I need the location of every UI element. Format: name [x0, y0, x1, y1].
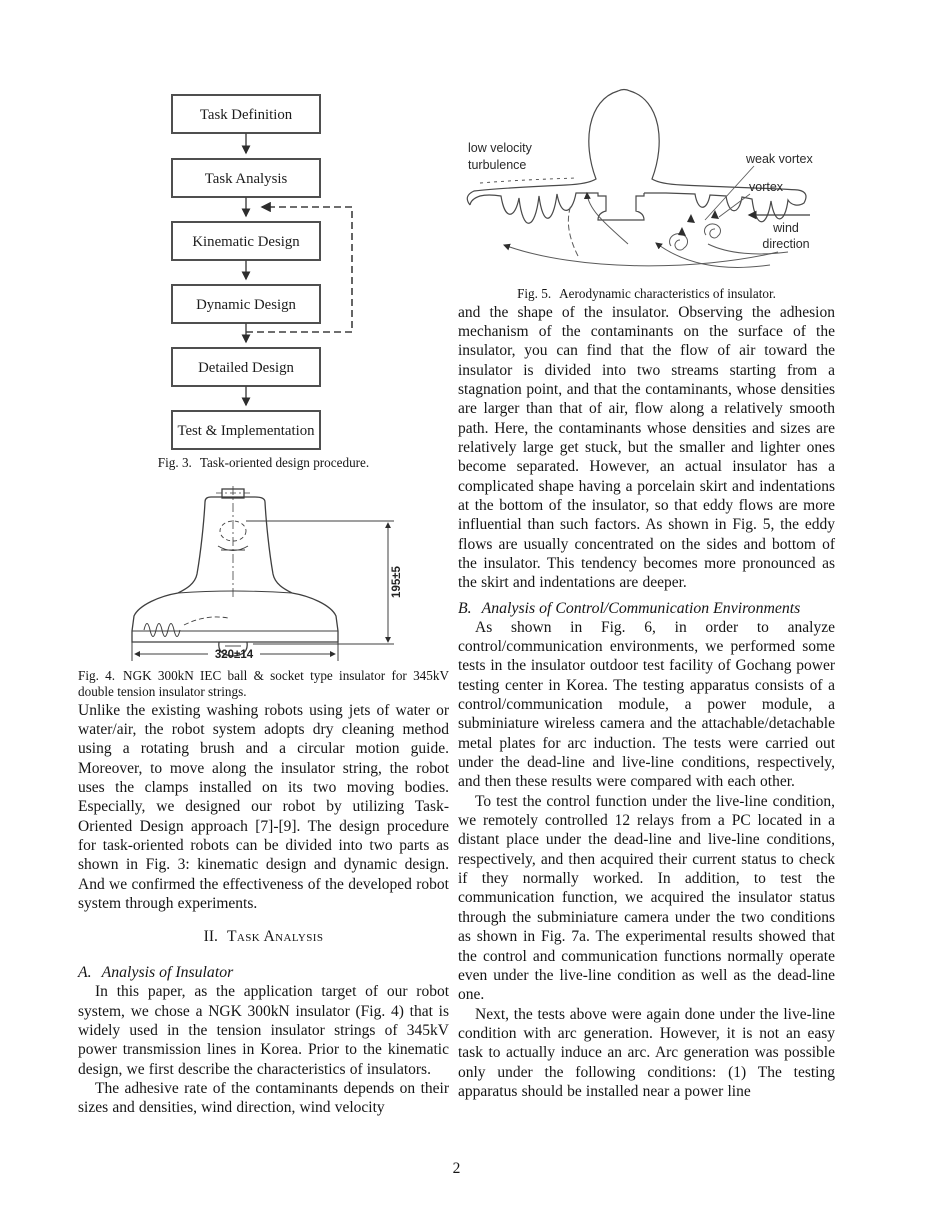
figure-3-flowchart [78, 93, 449, 450]
subsection-a-title: Analysis of Insulator [101, 964, 234, 982]
vortex-arrow [711, 210, 719, 219]
right-column [458, 0, 835, 1101]
left-column [78, 0, 449, 1118]
body-paragraph: Unlike the existing washing robots using jets of water or water/air, the robot system adopts dry cleaning method using a rotating brush and a circular motion guide. Moreover, to move along the insulator string, the robot uses the clamps installed on its two moving bodies. Especially, we designed our robot by utilizing Task-Oriented Design approach [7]-[9]. The design procedure for task-oriented robots can be divided into two parts as shown in Fig. 3: kinematic design and dynamic design. And we confirmed the effectiveness of the developed robot system through experiments. [78, 701, 449, 912]
subsection-b-title: Analysis of Control/Communication Environments [481, 599, 801, 617]
vortex-arrow [678, 227, 686, 236]
subsection-heading-b [458, 599, 835, 618]
figure-4-insulator-drawing [78, 486, 449, 664]
weak-vortex-pointer [705, 166, 754, 220]
streamline-left-dash [568, 205, 578, 256]
corrugation-dash [184, 616, 228, 624]
vortex-spiral-left [670, 234, 688, 250]
figure-5-aerodynamics-drawing [458, 84, 835, 280]
fig5-label-direction: direction [762, 237, 810, 251]
fig5-caption [458, 286, 835, 303]
section-numeral: II. [203, 928, 218, 946]
flow-box-label: Detailed Design [198, 360, 294, 376]
body-paragraph: Next, the tests above were again done under the live-line condition with arc generation. However, it is not an easy task to actually induce an arc. Arc generation was possible only under the following conditions: (1) The testing apparatus should be installed near a power line [458, 1005, 835, 1100]
body-paragraph: The adhesive rate of the contaminants depends on their sizes and densities, wind direction, wind velocity [78, 1080, 449, 1117]
vortex-arrowheads [678, 210, 719, 236]
fig5-label-turbulence: turbulence [468, 158, 527, 172]
fig5-caption-number: Fig. 5. [517, 286, 552, 301]
body-paragraph: As shown in Fig. 6, in order to analyze control/communication environments, we performed some tests in the insulator outdoor test facility of Gochang power testing center in Korea. The testing apparatus consists of a control/communication module, a power module, a subminiature wireless camera and the attachable/detachable metal plates for arc induction. The tests were carried out under the dead-line and live-line conditions, respectively, and then these results were compared with each other. [458, 618, 835, 791]
subsection-heading-a [78, 963, 449, 982]
body-paragraph: To test the control function under the live-line condition, we remotely controlled 12 relays from a PC located in a distant place under the dead-line and live-line conditions, respectively, and then acquired their current status to check if they normally worked. In addition, to test the communication function, we acquired the insulator status through the subminiature camera under the two conditions as shown in Fig. 7a. The experimental results showed that the control and communication functions normally operate even under the live-line condition as well as the dead-line one. [458, 792, 835, 1004]
skirt-top-edge [178, 591, 292, 593]
fig5-label-wind: wind [773, 221, 799, 235]
flow-box-label: Dynamic Design [196, 297, 296, 313]
page-number: 2 [452, 1160, 461, 1177]
section-title: Task Analysis [226, 928, 324, 946]
corrugation-squiggle [144, 623, 180, 636]
fig4-caption-text: NGK 300kN IEC ball & socket type insulator for 345kV double tension insulator strings. [78, 667, 449, 699]
vortex-arrow [687, 214, 695, 223]
body-paragraph: and the shape of the insulator. Observing the adhesion mechanism of the contaminants on the surface of the insulator, you can find that the flow of air toward the insulator is divided into two streams starting from a stagnation point, and that the contaminants, whose densities are larger than that of air, flow along a relatively smooth path. Here, the contaminants whose densities and sizes are relatively large get stuck, but the smaller and lighter ones become separated. However, an actual insulator has a complicated shape having a porcelain skirt and indentations at the bottom of the insulator, so that eddy flows are more influential than such factors. As shown in Fig. 5, the eddy flows are usually concentrated on the sides and bottom of the insulator. This tendency becomes more pronounced as the skirt and indentations are deeper. [458, 303, 835, 592]
dimension-label-height: 195±5 [391, 565, 403, 598]
flow-lines [504, 193, 788, 267]
flow-box-label: Task Definition [199, 107, 293, 123]
subsection-a-label: A. [78, 964, 92, 982]
dimension-lines [132, 521, 394, 661]
vortex-spiral-right [704, 224, 720, 238]
streamline-bottom [504, 245, 778, 266]
arm-top-dashes [480, 178, 576, 183]
section-heading [78, 927, 449, 946]
fig5-label-weak-vortex: weak vortex [746, 152, 813, 166]
fig5-caption-text: Aerodynamic characteristics of insulator. [559, 286, 776, 301]
insulator-outline [132, 486, 338, 656]
fig4-caption-number: Fig. 4. [78, 667, 116, 683]
cap-right [265, 502, 292, 593]
silhouette-left [470, 193, 644, 223]
fig3-caption-number: Fig. 3. [157, 455, 192, 470]
pointer-lines [705, 166, 754, 220]
fig3-caption [78, 455, 449, 472]
fig5-label-low-velocity: low velocity [468, 141, 532, 155]
fig4-caption [78, 668, 449, 701]
flow-box-label: Task Analysis [204, 171, 288, 187]
cap-left [178, 502, 205, 593]
body-paragraph: In this paper, as the application target of our robot system, we chose a NGK 300kN insulator (Fig. 4) that is widely used in the tension insulator strings of 345kV power transmission lines in Korea. Prior to the kinematic design, we first describe the characteristics of insulators. [78, 983, 449, 1078]
streamline-up [587, 193, 628, 244]
dimension-label-width: 320±14 [214, 648, 254, 661]
fig5-label-vortex: vortex [749, 180, 784, 194]
subsection-b-label: B. [458, 599, 472, 617]
fig3-caption-text: Task-oriented design procedure. [199, 455, 370, 470]
vortex-pointer [719, 194, 750, 217]
flow-box-label: Kinematic Design [192, 234, 300, 250]
flow-box-label: Test & Implementation [177, 423, 315, 439]
